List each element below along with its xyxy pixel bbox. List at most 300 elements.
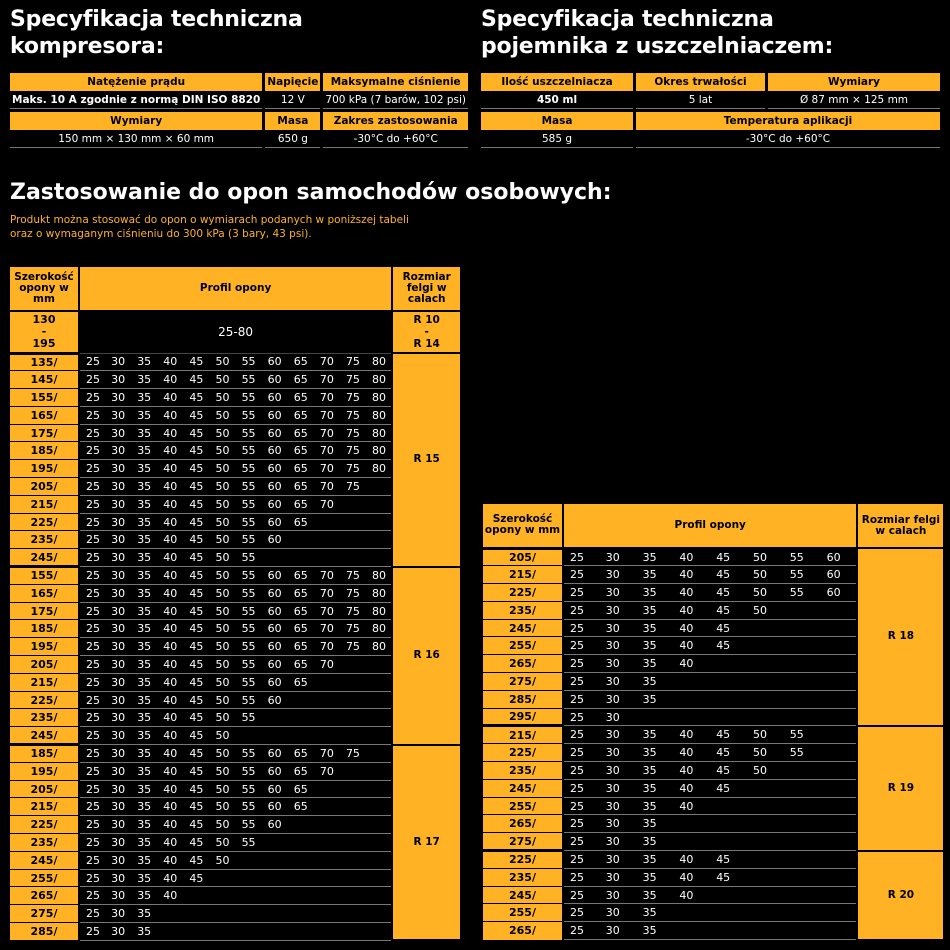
range-width-to: 195 (32, 336, 56, 350)
tyre-width-cell: 235/ (9, 709, 79, 727)
profile-cell (784, 797, 821, 815)
profile-cell: 40 (673, 886, 710, 904)
profile-cell: 45 (183, 816, 209, 834)
profile-cell: 65 (288, 584, 314, 602)
profile-cell (784, 619, 821, 637)
profile-cell (288, 709, 314, 727)
profile-cell: 55 (236, 834, 262, 852)
profile-cell: 30 (105, 513, 131, 531)
profile-cell (288, 869, 314, 887)
profile-cell: 45 (183, 851, 209, 869)
profile-cell (340, 495, 366, 513)
tyre-width-cell: 165/ (9, 584, 79, 602)
profile-cell (340, 816, 366, 834)
profile-cell: 35 (131, 691, 157, 709)
profile-cell: 40 (673, 868, 710, 886)
tyre-width-cell: 165/ (9, 406, 79, 424)
profile-cell: 25 (563, 797, 600, 815)
profile-cell (821, 886, 858, 904)
usage-intro-line2: oraz o wymaganym ciśnieniu do 300 kPa (3 bary, 43 psi). (10, 228, 312, 240)
profile-cell: 30 (105, 887, 131, 905)
profile-cell: 35 (637, 904, 674, 922)
profile-cell: 40 (157, 673, 183, 691)
profile-cell: 35 (637, 833, 674, 851)
profile-cell: 35 (131, 406, 157, 424)
profile-cell: 30 (105, 905, 131, 923)
value-mass: 650 g (265, 130, 320, 148)
profile-cell: 55 (236, 762, 262, 780)
profile-cell (183, 905, 209, 923)
usage-intro (10, 213, 470, 241)
tyre-width-cell: 225/ (9, 691, 79, 709)
profile-cell: 40 (673, 851, 710, 869)
value-current: Maks. 10 A zgodnie z normą DIN ISO 8820 (10, 91, 262, 109)
profile-cell: 80 (366, 602, 392, 620)
profile-cell: 70 (314, 424, 340, 442)
profile-cell: 25 (79, 424, 105, 442)
usage-title: Zastosowanie do opon samochodów osobowych: (10, 180, 612, 205)
profile-cell: 35 (131, 460, 157, 478)
profile-cell: 70 (314, 495, 340, 513)
profile-cell (747, 690, 784, 708)
profile-cell: 60 (262, 424, 288, 442)
profile-cell (288, 851, 314, 869)
profile-cell (366, 816, 392, 834)
profile-cell: 40 (157, 887, 183, 905)
profile-cell: 35 (131, 745, 157, 763)
tyre-width-cell: 225/ (9, 513, 79, 531)
usage-intro-line1: Produkt można stosować do opon o wymiarach podanych w poniższej tabeli (10, 214, 409, 226)
profile-cell (314, 673, 340, 691)
profile-cell: 30 (105, 691, 131, 709)
tyre-width-cell: 245/ (482, 619, 563, 637)
profile-cell: 30 (105, 549, 131, 567)
profile-cell: 30 (105, 495, 131, 513)
profile-cell: 65 (288, 798, 314, 816)
profile-cell (262, 709, 288, 727)
tyre-width-cell: 195/ (9, 762, 79, 780)
profile-cell: 45 (183, 673, 209, 691)
profile-cell: 75 (340, 478, 366, 496)
profile-cell: 30 (105, 567, 131, 585)
profile-cell: 25 (563, 619, 600, 637)
profile-cell: 30 (105, 531, 131, 549)
profile-cell (314, 798, 340, 816)
profile-cell: 75 (340, 389, 366, 407)
range-width-dash: - (41, 324, 47, 338)
profile-cell (366, 673, 392, 691)
profile-cell: 25 (79, 495, 105, 513)
profile-cell: 40 (673, 744, 710, 762)
profile-cell: 55 (236, 567, 262, 585)
profile-cell: 55 (236, 745, 262, 763)
profile-cell: 25 (79, 745, 105, 763)
tyre-width-cell: 265/ (482, 655, 563, 673)
profile-cell (366, 727, 392, 745)
profile-cell: 65 (288, 638, 314, 656)
profile-cell: 30 (600, 833, 637, 851)
profile-cell (366, 762, 392, 780)
profile-cell: 35 (131, 905, 157, 923)
profile-cell (710, 708, 747, 726)
tyre-width-cell: 245/ (482, 886, 563, 904)
profile-cell: 50 (209, 460, 235, 478)
tyre-width-cell: 195/ (9, 460, 79, 478)
profile-cell: 35 (131, 762, 157, 780)
profile-cell (288, 691, 314, 709)
profile-cell: 30 (600, 904, 637, 922)
profile-cell (340, 531, 366, 549)
tyre-width-cell: 135/ (9, 353, 79, 371)
profile-cell (366, 923, 392, 941)
profile-cell: 70 (314, 656, 340, 674)
profile-cell: 30 (600, 619, 637, 637)
header-voltage: Napięcie (265, 73, 320, 91)
profile-cell: 45 (710, 601, 747, 619)
profile-cell: 65 (288, 424, 314, 442)
profile-cell: 60 (262, 584, 288, 602)
profile-cell (314, 851, 340, 869)
profile-cell: 25 (79, 638, 105, 656)
tyre-width-cell: 185/ (9, 442, 79, 460)
profile-cell: 45 (183, 371, 209, 389)
profile-cell: 25 (563, 655, 600, 673)
profile-cell: 65 (288, 780, 314, 798)
profile-cell: 35 (637, 868, 674, 886)
profile-cell: 70 (314, 584, 340, 602)
profile-cell: 55 (236, 673, 262, 691)
profile-cell: 25 (79, 923, 105, 941)
profile-cell: 25 (79, 602, 105, 620)
profile-cell: 50 (209, 389, 235, 407)
profile-cell (262, 851, 288, 869)
profile-cell: 70 (314, 353, 340, 371)
profile-cell (262, 549, 288, 567)
profile-cell: 45 (183, 780, 209, 798)
profile-cell (747, 851, 784, 869)
profile-cell: 40 (673, 548, 710, 566)
profile-cell: 25 (563, 744, 600, 762)
profile-cell (747, 637, 784, 655)
profile-cell: 55 (236, 371, 262, 389)
profile-cell: 55 (236, 602, 262, 620)
profile-cell: 35 (637, 779, 674, 797)
profile-cell: 80 (366, 389, 392, 407)
profile-cell (784, 922, 821, 940)
profile-cell (784, 851, 821, 869)
profile-cell (821, 815, 858, 833)
profile-cell: 55 (236, 424, 262, 442)
tyre-width-cell: 155/ (9, 567, 79, 585)
profile-cell (366, 780, 392, 798)
tyre-width-cell: 215/ (9, 495, 79, 513)
profile-cell: 45 (183, 620, 209, 638)
profile-cell: 35 (131, 584, 157, 602)
profile-cell (314, 905, 340, 923)
profile-cell (340, 834, 366, 852)
profile-cell: 50 (209, 513, 235, 531)
profile-cell: 40 (673, 566, 710, 584)
profile-cell: 40 (157, 460, 183, 478)
rim-size-cell: R 15 (392, 353, 461, 567)
header-current: Natężenie prądu (10, 73, 262, 91)
profile-cell: 40 (157, 495, 183, 513)
profile-cell: 25 (563, 922, 600, 940)
profile-cell: 45 (183, 567, 209, 585)
profile-cell: 30 (105, 816, 131, 834)
profile-cell (314, 691, 340, 709)
tyre-width-cell: 235/ (9, 531, 79, 549)
profile-cell: 50 (209, 762, 235, 780)
profile-cell: 55 (236, 389, 262, 407)
profile-cell: 35 (131, 495, 157, 513)
tyre-width-cell: 275/ (482, 833, 563, 851)
profile-cell (209, 869, 235, 887)
profile-cell: 80 (366, 442, 392, 460)
profile-cell (340, 727, 366, 745)
tyre-width-cell: 185/ (9, 745, 79, 763)
profile-cell (673, 673, 710, 691)
profile-cell: 40 (157, 584, 183, 602)
profile-cell (784, 779, 821, 797)
profile-cell: 55 (236, 460, 262, 478)
container-spec-title (481, 6, 833, 60)
profile-cell: 60 (262, 406, 288, 424)
profile-cell: 75 (340, 602, 366, 620)
profile-cell: 55 (236, 478, 262, 496)
profile-cell: 35 (637, 673, 674, 691)
profile-cell: 70 (314, 602, 340, 620)
rim-size-cell: R 20 (857, 851, 944, 940)
profile-cell: 30 (600, 548, 637, 566)
profile-cell: 50 (747, 566, 784, 584)
profile-cell: 35 (131, 531, 157, 549)
header-rim-size: Rozmiar felgi w calach (857, 503, 944, 548)
table-row (482, 726, 944, 744)
profile-cell (747, 619, 784, 637)
profile-cell: 40 (673, 655, 710, 673)
profile-cell (288, 816, 314, 834)
profile-cell: 35 (637, 762, 674, 780)
profile-cell: 60 (262, 460, 288, 478)
profile-cell: 25 (563, 815, 600, 833)
profile-cell: 70 (314, 762, 340, 780)
profile-cell (821, 922, 858, 940)
profile-cell: 30 (105, 406, 131, 424)
profile-cell (747, 708, 784, 726)
profile-cell: 60 (262, 762, 288, 780)
tyre-width-cell: 245/ (9, 549, 79, 567)
profile-cell: 60 (262, 567, 288, 585)
profile-cell: 30 (105, 656, 131, 674)
profile-cell (784, 601, 821, 619)
container-title-line2: pojemnika z uszczelniaczem: (481, 34, 834, 59)
tyre-width-cell: 255/ (482, 797, 563, 815)
profile-cell (784, 833, 821, 851)
range-width-from: 130 (32, 312, 56, 326)
profile-cell (821, 690, 858, 708)
tyre-width-cell: 255/ (482, 904, 563, 922)
profile-cell: 50 (209, 495, 235, 513)
profile-cell: 75 (340, 620, 366, 638)
tyre-width-cell: 245/ (9, 727, 79, 745)
profile-cell: 70 (314, 567, 340, 585)
profile-cell: 45 (710, 868, 747, 886)
profile-cell (288, 531, 314, 549)
header-rim-size: Rozmiar felgi w calach (392, 266, 461, 311)
profile-cell: 25 (79, 709, 105, 727)
profile-cell: 30 (600, 637, 637, 655)
profile-cell: 30 (105, 442, 131, 460)
profile-cell: 55 (236, 513, 262, 531)
profile-cell: 25 (563, 868, 600, 886)
profile-cell (183, 923, 209, 941)
profile-cell: 55 (236, 406, 262, 424)
profile-cell: 35 (131, 549, 157, 567)
profile-cell (821, 655, 858, 673)
header-tyre-width: Szerokość opony w mm (482, 503, 563, 548)
profile-cell: 45 (183, 478, 209, 496)
profile-cell: 35 (131, 798, 157, 816)
profile-cell: 60 (262, 495, 288, 513)
profile-cell: 55 (236, 709, 262, 727)
profile-cell: 40 (673, 619, 710, 637)
profile-cell: 25 (79, 887, 105, 905)
profile-cell: 30 (600, 744, 637, 762)
profile-cell: 25 (79, 620, 105, 638)
profile-cell: 50 (747, 584, 784, 602)
profile-cell: 45 (710, 762, 747, 780)
profile-cell: 25 (563, 726, 600, 744)
profile-cell: 55 (236, 620, 262, 638)
header-tyre-profile: Profil opony (563, 503, 857, 548)
header-tyre-profile: Profil opony (79, 266, 392, 311)
profile-cell: 35 (131, 353, 157, 371)
tyre-width-cell: 265/ (482, 922, 563, 940)
header-container-mass: Masa (481, 112, 633, 130)
profile-cell: 45 (710, 619, 747, 637)
profile-cell (340, 549, 366, 567)
profile-cell: 45 (183, 549, 209, 567)
range-rim (392, 311, 461, 353)
tyre-width-cell: 275/ (9, 905, 79, 923)
profile-cell: 80 (366, 424, 392, 442)
profile-cell: 75 (340, 745, 366, 763)
profile-cell: 25 (563, 779, 600, 797)
profile-cell: 60 (262, 353, 288, 371)
profile-cell: 30 (600, 726, 637, 744)
profile-cell: 35 (637, 548, 674, 566)
rim-size-cell: R 17 (392, 745, 461, 941)
profile-cell: 25 (79, 691, 105, 709)
profile-cell (288, 727, 314, 745)
profile-cell: 40 (157, 727, 183, 745)
profile-cell: 50 (209, 531, 235, 549)
profile-cell: 30 (600, 584, 637, 602)
profile-cell: 30 (105, 424, 131, 442)
profile-cell: 30 (600, 922, 637, 940)
profile-cell: 65 (288, 460, 314, 478)
profile-cell: 35 (131, 478, 157, 496)
profile-cell: 25 (563, 833, 600, 851)
profile-cell: 40 (157, 620, 183, 638)
profile-cell: 25 (563, 673, 600, 691)
profile-cell: 25 (563, 690, 600, 708)
table-row (482, 548, 944, 566)
profile-cell (288, 887, 314, 905)
profile-cell: 45 (710, 637, 747, 655)
profile-cell: 45 (183, 513, 209, 531)
profile-cell (340, 709, 366, 727)
range-rim-dash: - (424, 326, 429, 338)
profile-cell: 50 (747, 726, 784, 744)
profile-cell (637, 708, 674, 726)
profile-cell: 50 (747, 548, 784, 566)
tyre-width-cell: 175/ (9, 424, 79, 442)
profile-cell: 40 (673, 637, 710, 655)
profile-cell: 40 (673, 762, 710, 780)
profile-cell (340, 887, 366, 905)
profile-cell (236, 887, 262, 905)
profile-cell: 65 (288, 673, 314, 691)
profile-cell: 25 (79, 531, 105, 549)
header-tyre-width: Szerokość opony w mm (9, 266, 79, 311)
tyre-width-cell: 205/ (9, 656, 79, 674)
profile-cell: 70 (314, 620, 340, 638)
profile-cell (366, 478, 392, 496)
profile-cell: 50 (747, 744, 784, 762)
profile-cell: 50 (209, 727, 235, 745)
profile-cell: 30 (600, 601, 637, 619)
profile-cell: 45 (183, 531, 209, 549)
profile-cell (314, 869, 340, 887)
profile-cell (821, 619, 858, 637)
tyre-width-cell: 215/ (482, 566, 563, 584)
profile-cell: 65 (288, 513, 314, 531)
profile-cell: 60 (262, 620, 288, 638)
profile-cell: 75 (340, 442, 366, 460)
profile-cell (747, 904, 784, 922)
profile-cell: 55 (784, 548, 821, 566)
profile-cell: 55 (236, 816, 262, 834)
profile-cell: 45 (183, 584, 209, 602)
profile-cell: 35 (131, 869, 157, 887)
profile-cell: 25 (563, 637, 600, 655)
profile-cell: 25 (79, 513, 105, 531)
profile-cell (366, 869, 392, 887)
header-application-temp: Temperatura aplikacji (636, 112, 940, 130)
profile-cell (340, 851, 366, 869)
profile-cell: 65 (288, 602, 314, 620)
profile-cell: 50 (209, 371, 235, 389)
profile-cell: 60 (262, 780, 288, 798)
profile-cell: 45 (710, 548, 747, 566)
profile-cell: 25 (79, 371, 105, 389)
profile-cell: 45 (183, 602, 209, 620)
profile-cell: 25 (563, 601, 600, 619)
profile-cell: 60 (262, 442, 288, 460)
range-profile: 25-80 (218, 325, 254, 340)
profile-cell: 35 (131, 851, 157, 869)
profile-cell: 30 (600, 690, 637, 708)
table-row (9, 353, 461, 371)
value-max-pressure: 700 kPa (7 barów, 102 psi) (323, 91, 468, 109)
profile-cell: 25 (563, 584, 600, 602)
profile-cell (366, 513, 392, 531)
profile-cell: 35 (131, 620, 157, 638)
tyre-table-right-body (482, 548, 944, 940)
profile-cell: 75 (340, 353, 366, 371)
